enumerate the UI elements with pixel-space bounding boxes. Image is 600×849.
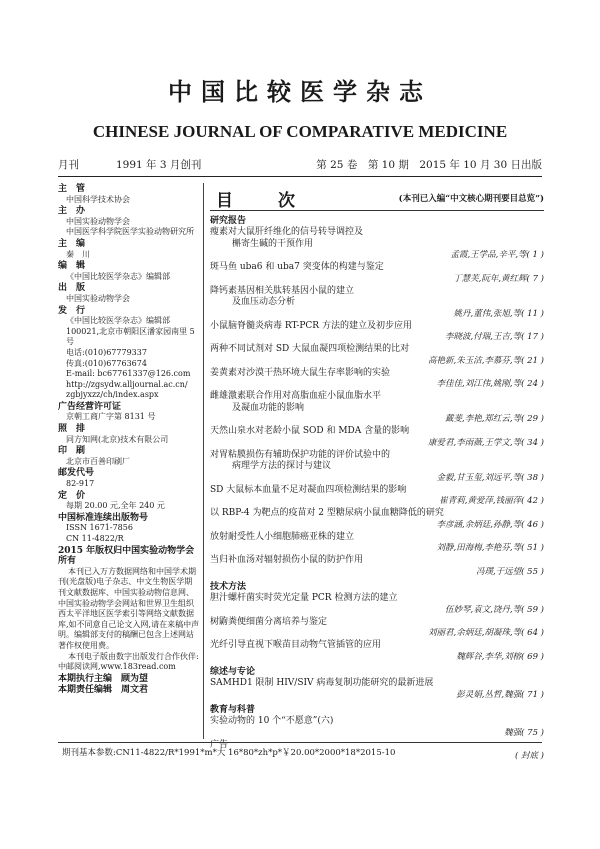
column-divider	[203, 183, 204, 739]
toc-article[interactable]	[210, 716, 544, 739]
masthead-value: 中国实验动物学会	[66, 293, 130, 303]
article-authors-page: 刘静,田海梅,李艳芬,等( 51 )	[436, 543, 544, 553]
masthead-heading: 中国标准连续出版物号	[58, 512, 149, 523]
pub-issue: 第 25 卷 第 10 期 2015 年 10 月 30 日出版	[316, 159, 542, 171]
article-authors-page: 高艳新,朱玉洁,李慕芬,等( 21 )	[428, 355, 544, 366]
article-title-line[interactable]: 瘦素对大鼠肝纤维化的信号转导调控及	[210, 227, 364, 237]
masthead-heading: 主 管	[58, 184, 86, 194]
copyright-heading: 2015 年版权归中国实验动物学会所有	[58, 545, 195, 567]
masthead-heading: 发 行	[58, 305, 86, 316]
article-title-line[interactable]: 及凝血功能的影响	[232, 402, 305, 413]
toc-article[interactable]	[210, 617, 544, 640]
article-authors-page: 丁慧芙,阮年,黄红辉( 7 )	[453, 273, 544, 284]
toc-body	[210, 215, 544, 763]
masthead-value: 中国实验动物学会	[66, 216, 130, 226]
masthead-heading: 邮发代号	[58, 468, 95, 479]
article-authors-page: 崔青莉,黄爱萍,钱丽萍( 42 )	[439, 496, 544, 506]
article-authors-page: 孟霞,王学品,辛平,等( 1 )	[450, 250, 544, 260]
masthead-value: 《中国比较医学杂志》编辑部	[66, 316, 170, 326]
journal-parameters: 期刊基本参数:CN11-4822/R*1991*m*大 16*80*zh*p*￥20.00*2000*18*2015-10	[62, 748, 396, 758]
toc-article[interactable]	[210, 485, 544, 508]
masthead-value: 京朝工商广字第 8131 号	[66, 412, 156, 422]
masthead-value: 《中国比较医学杂志》编辑部	[66, 271, 170, 281]
article-authors-page: 魏辉谷,李华,刘榕( 69 )	[456, 651, 544, 662]
toc-article[interactable]	[210, 262, 544, 285]
article-title-line[interactable]: 两种不同试剂对 SD 大鼠血凝四项检测结果的比对	[210, 344, 410, 354]
masthead-value: zgbjyxzz/ch/index.aspx	[66, 390, 159, 400]
article-title-line[interactable]: 降钙素基因相关肽转基因小鼠的建立	[210, 285, 355, 296]
article-authors-page: 戴斐,李艳,郑红云,等( 29 )	[445, 414, 544, 424]
article-title-line[interactable]: 广告	[210, 739, 229, 750]
publication-bar	[58, 157, 542, 173]
toc-article[interactable]	[210, 593, 544, 616]
masthead-value: 电话:(010)67779337	[66, 347, 147, 357]
masthead-value: 传真:(010)67763674	[66, 358, 147, 368]
toc-article[interactable]	[210, 532, 544, 555]
article-title-line[interactable]: 槲寄生碱的干预作用	[232, 238, 314, 249]
article-title-line[interactable]: 斑马鱼 uba6 和 uba7 突变体的构建与鉴定	[210, 262, 384, 272]
header-rule	[58, 176, 542, 177]
toc-section-heading: 综述与专论	[210, 667, 256, 677]
article-authors-page: 彭灵娟,丛哲,魏强( 71 )	[456, 689, 544, 700]
article-title-line[interactable]: 姜黄素对沙漠干热环境大鼠生存率影响的实验	[210, 367, 391, 378]
article-title-line[interactable]: 树鼩粪便细菌分离培养与鉴定	[210, 616, 328, 627]
toc-section-heading: 教育与科普	[210, 705, 256, 715]
toc-article[interactable]	[210, 391, 544, 426]
toc-article[interactable]	[210, 426, 544, 449]
article-title-line[interactable]: 对胃粘膜损伤有辅助保护功能的评价试验中的	[210, 449, 391, 460]
article-authors-page: 李晓波,付瑞,王吉,等( 17 )	[445, 332, 544, 342]
masthead-value: 中国科学技术协会	[66, 194, 130, 204]
masthead-value: 100021,北京市朝阳区潘家园南里 5 号	[66, 326, 195, 347]
masthead-value: 每期 20.00 元,全年 240 元	[66, 501, 165, 511]
masthead-value: CN 11-4822/R	[66, 534, 124, 543]
masthead-value: E-mail: bc67761337@126.com	[66, 369, 191, 379]
masthead-heading: 定 价	[58, 490, 86, 501]
executive-editor: 本期执行主编 顾为望	[58, 673, 149, 684]
article-authors-page: 康爱君,李雨薇,王学文,等( 34 )	[428, 437, 544, 448]
article-authors-page: 刘丽君,余炳廷,胡凝珠,等( 64 )	[428, 628, 544, 638]
article-title-line[interactable]: 小鼠脑脊髓炎病毒 RT-PCR 方法的建立及初步应用	[210, 320, 412, 331]
masthead-heading: 广告经营许可证	[58, 401, 122, 412]
journal-title-en: CHINESE JOURNAL OF COMPARATIVE MEDICINE	[92, 122, 508, 141]
article-title-line[interactable]: 当归补血汤对辐射损伤小鼠的防护作用	[210, 555, 364, 565]
toc-article[interactable]	[210, 227, 544, 262]
toc-core-note: (本刊已入编“中文核心期刊要目总览”)	[398, 194, 544, 204]
toc-article[interactable]	[210, 368, 544, 391]
masthead-heading: 印 刷	[58, 446, 86, 457]
toc-section-heading: 技术方法	[210, 582, 247, 592]
article-authors-page: 伍妙琴,袁文,饶丹,等( 59 )	[445, 604, 544, 615]
toc-header	[210, 186, 544, 211]
masthead-value: 北京市百善印刷厂	[66, 456, 130, 466]
article-title-line[interactable]: 实验动物的 10 个“不愿意”(六)	[210, 716, 334, 726]
article-authors-page: 李彦涵,余炳廷,孙静,等( 46 )	[436, 519, 544, 530]
article-authors-page: 金毅,甘玉玺,刘远平,等( 38 )	[436, 472, 544, 483]
article-title-line[interactable]: 以 RBP-4 为靶点的疫苗对 2 型糖尿病小鼠血糖降低的研究	[210, 508, 444, 518]
footer-rule	[58, 742, 542, 743]
toc-article[interactable]	[210, 286, 544, 321]
responsible-editor: 本期责任编辑 周文君	[58, 685, 149, 696]
toc-title: 目 次	[216, 191, 309, 211]
masthead-heading: 出 版	[58, 283, 86, 294]
article-authors-page: 魏强( 75 )	[504, 727, 544, 738]
journal-title-cn: 中国比较医学杂志	[168, 77, 432, 106]
toc-article[interactable]	[210, 678, 544, 701]
masthead-column	[58, 183, 200, 696]
article-authors-page: ( 封底 )	[514, 751, 544, 761]
article-title-line[interactable]: 雌雄激素联合作用对高脂血症小鼠血脂水平	[210, 391, 382, 401]
masthead-value: 82-917	[66, 479, 95, 489]
toc-column	[210, 186, 544, 763]
toc-article[interactable]	[210, 640, 544, 663]
digital-edition-notice: 本刊电子版由数字出版发行合作伙伴:中邮阅读网,www.183read.com	[58, 651, 199, 672]
toc-article[interactable]	[210, 344, 544, 367]
masthead-heading: 照 排	[58, 424, 86, 435]
article-title-line[interactable]: 光纤引导直视下喉苗目动物气管插管的应用	[210, 640, 382, 650]
pub-founded: 1991 年 3 月创刊	[116, 159, 202, 171]
copyright-notice: 本刊已入万方数据网络和中国学术期刊(光盘版)电子杂志、中文生物医学期刊文献数据库、中国实验动物信息网、中国实验动物学会网站和世界卫生组织西太平洋地区医学索引等网络文献数据库,如不同意自己论文入网,请在来稿中声明。编辑部支付的稿酬已包含上述网站著作权使用费。	[58, 566, 200, 650]
masthead-heading: 编 辑	[58, 261, 86, 272]
masthead-value: 中国医学科学院医学实验动物研究所	[66, 227, 194, 237]
article-title-line[interactable]: 天然山泉水对老龄小鼠 SOD 和 MDA 含量的影响	[210, 426, 410, 436]
article-title-line[interactable]: 放射耐受性人小细胞肺癌亚株的建立	[210, 531, 355, 542]
article-authors-page: 姚丹,董伟,张旭,等( 11 )	[453, 308, 544, 319]
toc-article[interactable]	[210, 555, 544, 578]
toc-article[interactable]	[210, 508, 544, 531]
masthead-value: 同方知网(北京)技术有限公司	[66, 434, 169, 444]
article-title-line[interactable]: 及血压动态分析	[232, 297, 296, 307]
article-title-line[interactable]: 病理学方法的探讨与建议	[232, 461, 332, 471]
article-title-line[interactable]: SD 大鼠标本血量不足对凝血四项检测结果的影响	[210, 484, 407, 495]
article-authors-page: 冯璞,于远望( 55 )	[475, 566, 544, 577]
article-authors-page: 李佳佳,刘江伟,姚刚,等( 24 )	[436, 379, 544, 389]
toc-article[interactable]	[210, 450, 544, 485]
article-title-line[interactable]: SAMHD1 限制 HIV/SIV 病毒复制功能研究的最新进展	[210, 678, 434, 688]
masthead-value: ISSN 1671-7856	[66, 523, 133, 533]
pub-frequency: 月刊	[58, 159, 79, 171]
article-title-line[interactable]: 胆汁螺杆菌实时荧光定量 PCR 检测方法的建立	[210, 593, 398, 603]
masthead-heading: 主 编	[58, 238, 86, 249]
masthead-value: 秦 川	[66, 249, 90, 259]
masthead-value: http://zgsydw.alljournal.ac.cn/	[66, 379, 188, 389]
toc-section-heading: 研究报告	[210, 216, 247, 226]
toc-article[interactable]	[210, 321, 544, 344]
masthead-heading: 主 办	[58, 206, 86, 217]
